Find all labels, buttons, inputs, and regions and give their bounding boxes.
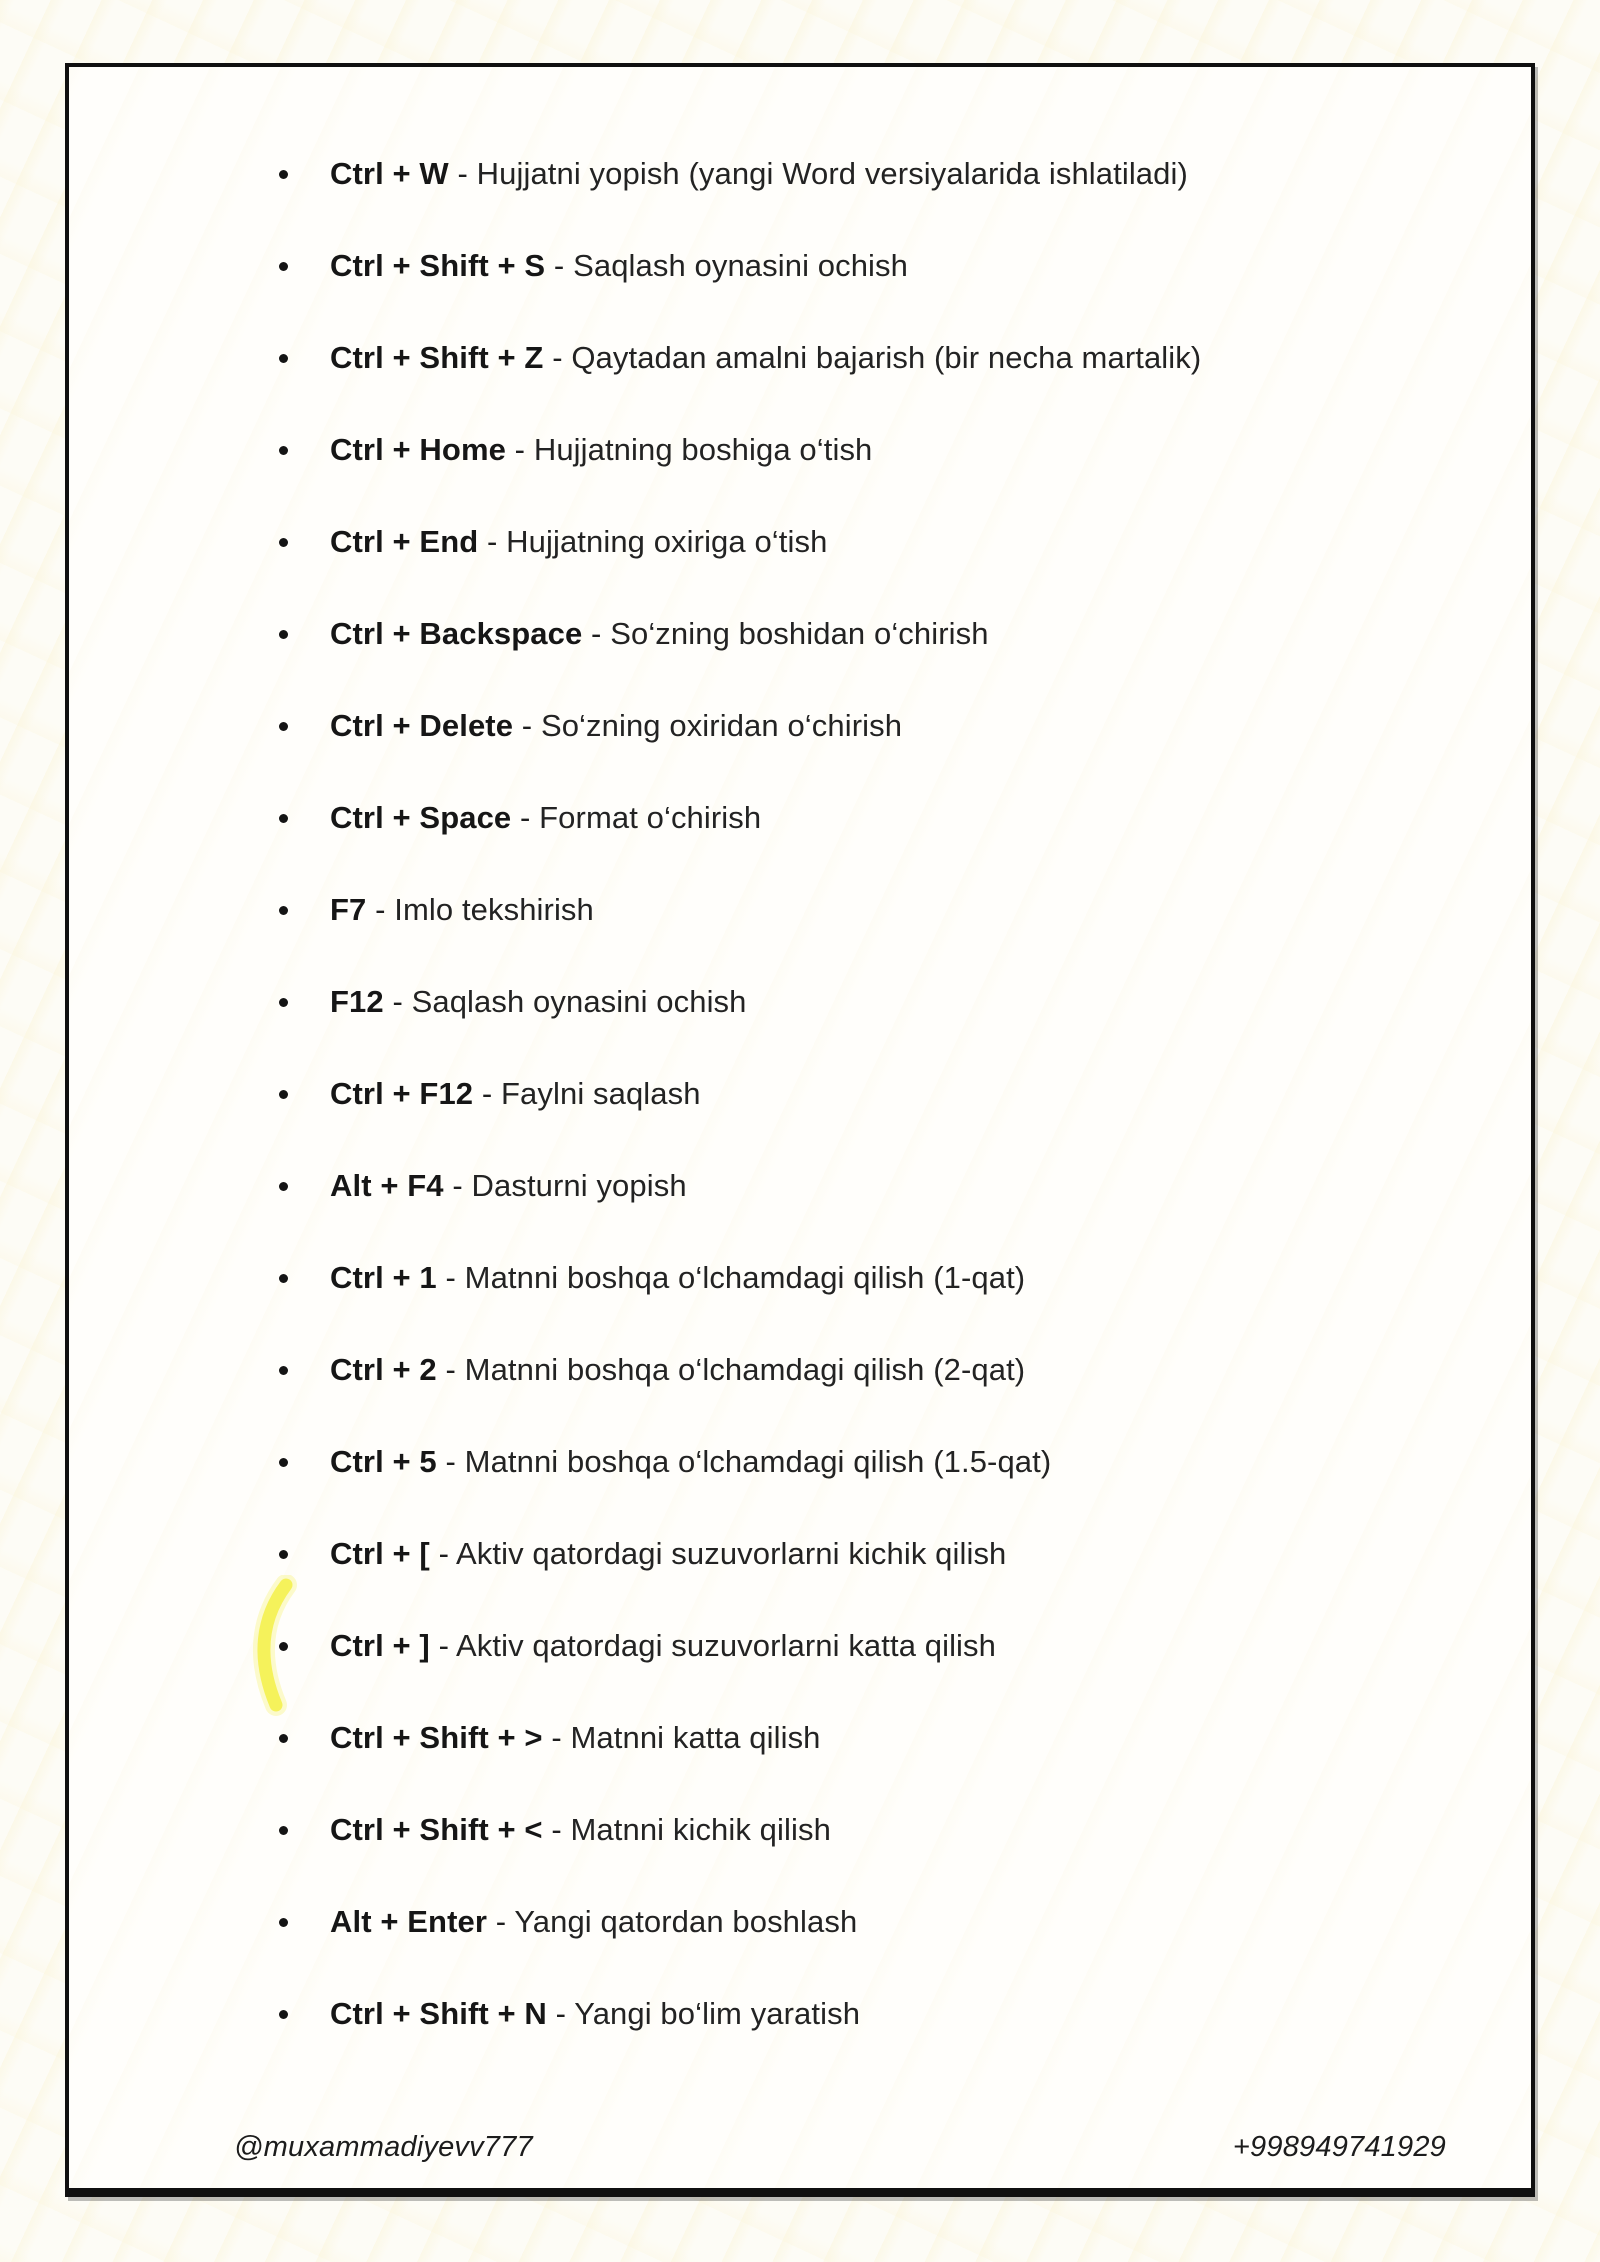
shortcut-description: So‘zning boshidan o‘chirish	[610, 616, 989, 651]
shortcut-text	[330, 616, 989, 651]
shortcut-keys: Ctrl + 2	[330, 1352, 437, 1387]
separator: -	[519, 800, 531, 835]
shortcut-description: Qaytadan amalni bajarish (bir necha martalik)	[571, 340, 1202, 375]
shortcut-keys: F7	[330, 892, 367, 927]
bullet-icon	[279, 1274, 288, 1283]
separator: -	[452, 1168, 463, 1203]
shortcut-text	[330, 1536, 1006, 1571]
separator: -	[591, 616, 602, 651]
separator: -	[445, 1260, 456, 1295]
shortcut-keys: Ctrl + ]	[330, 1628, 430, 1663]
shortcut-text	[330, 1628, 996, 1663]
shortcut-text	[330, 340, 1201, 375]
list-item	[278, 247, 1491, 285]
shortcut-text	[330, 1812, 831, 1847]
shortcut-text	[330, 1996, 860, 2031]
shortcut-description: Faylni saqlash	[501, 1076, 701, 1111]
list-item	[278, 1811, 1491, 1849]
list-item	[278, 891, 1491, 929]
shortcut-keys: Ctrl + 5	[330, 1444, 437, 1479]
shortcut-keys: Ctrl + F12	[330, 1076, 474, 1111]
shortcut-keys: Ctrl + Shift + >	[330, 1720, 543, 1755]
shortcut-keys: Ctrl + End	[330, 524, 479, 559]
shortcut-description: Saqlash oynasini ochish	[411, 984, 747, 1019]
shortcut-description: Aktiv qatordagi suzuvorlarni katta qilish	[456, 1628, 996, 1663]
separator: -	[438, 1628, 449, 1663]
shortcut-keys: Ctrl + W	[330, 156, 449, 191]
shortcut-text	[330, 1904, 857, 1939]
shortcut-text	[330, 1168, 687, 1203]
shortcut-description: Matnni boshqa o‘lchamdagi qilish (1.5-qat)	[464, 1444, 1052, 1479]
list-item	[278, 1167, 1491, 1205]
shortcut-text	[330, 524, 827, 559]
shortcut-keys: Ctrl + Delete	[330, 708, 514, 743]
shortcut-description: Dasturni yopish	[471, 1168, 687, 1203]
shortcut-text	[330, 432, 872, 467]
shortcut-description: Aktiv qatordagi suzuvorlarni kichik qilish	[456, 1536, 1007, 1571]
shortcut-text	[330, 156, 1188, 191]
list-item	[278, 1719, 1491, 1757]
list-item	[278, 523, 1491, 561]
separator: -	[438, 1536, 449, 1571]
shortcut-keys: Ctrl + Shift + <	[330, 1812, 543, 1847]
list-item	[278, 1443, 1491, 1481]
shortcut-description: Hujjatni yopish (yangi Word versiyalarida ishlatiladi)	[476, 156, 1188, 191]
list-item	[278, 1627, 1491, 1665]
bullet-icon	[279, 1918, 288, 1927]
shortcut-keys: Ctrl + Space	[330, 800, 512, 835]
shortcut-keys: Alt + Enter	[330, 1904, 487, 1939]
bullet-icon	[279, 538, 288, 547]
shortcut-description: Yangi qatordan boshlash	[514, 1904, 858, 1939]
bullet-icon	[279, 262, 288, 271]
shortcut-text	[330, 1444, 1051, 1479]
bullet-icon	[279, 446, 288, 455]
bullet-icon	[279, 1090, 288, 1099]
shortcut-description: Matnni kichik qilish	[570, 1812, 831, 1847]
bullet-icon	[279, 1826, 288, 1835]
bullet-icon	[279, 1366, 288, 1375]
shortcut-keys: Ctrl + Shift + Z	[330, 340, 544, 375]
bullet-icon	[279, 1182, 288, 1191]
shortcut-keys: F12	[330, 984, 384, 1019]
shortcut-keys: Ctrl + Shift + N	[330, 1996, 547, 2031]
list-item	[278, 1075, 1491, 1113]
list-item	[278, 155, 1491, 193]
shortcut-text	[330, 800, 761, 835]
separator: -	[555, 1996, 567, 2031]
bullet-icon	[279, 906, 288, 915]
separator: -	[521, 708, 533, 743]
shortcut-text	[330, 1720, 821, 1755]
shortcut-keys: Ctrl + Backspace	[330, 616, 583, 651]
shortcut-keys: Ctrl + [	[330, 1536, 430, 1571]
separator: -	[445, 1352, 456, 1387]
shortcut-list	[278, 155, 1491, 2087]
separator: -	[481, 1076, 493, 1111]
bullet-icon	[279, 354, 288, 363]
list-item	[278, 431, 1491, 469]
bullet-icon	[279, 1642, 288, 1651]
bullet-icon	[279, 630, 288, 639]
shortcut-description: Format o‘chirish	[539, 800, 762, 835]
shortcut-keys: Ctrl + 1	[330, 1260, 437, 1295]
shortcut-keys: Alt + F4	[330, 1168, 444, 1203]
list-item	[278, 1351, 1491, 1389]
list-item	[278, 1535, 1491, 1573]
list-item	[278, 1259, 1491, 1297]
list-item	[278, 339, 1491, 377]
bullet-icon	[279, 170, 288, 179]
list-item	[278, 799, 1491, 837]
bullet-icon	[279, 998, 288, 1007]
shortcut-description: Matnni katta qilish	[570, 1720, 821, 1755]
list-item	[278, 707, 1491, 745]
separator: -	[553, 248, 565, 283]
document-page	[65, 63, 1535, 2197]
shortcut-keys: Ctrl + Home	[330, 432, 506, 467]
separator: -	[495, 1904, 507, 1939]
footer-handle: @muxammadiyevv777	[234, 2131, 533, 2163]
separator: -	[445, 1444, 456, 1479]
separator: -	[514, 432, 526, 467]
shortcut-text	[330, 984, 747, 1019]
shortcut-description: Hujjatning oxiriga o‘tish	[506, 524, 828, 559]
shortcut-description: Hujjatning boshiga o‘tish	[533, 432, 873, 467]
separator: -	[552, 340, 563, 375]
separator: -	[551, 1720, 562, 1755]
shortcut-description: Imlo tekshirish	[394, 892, 594, 927]
bullet-icon	[279, 814, 288, 823]
bullet-icon	[279, 1550, 288, 1559]
separator: -	[457, 156, 468, 191]
bullet-icon	[279, 1734, 288, 1743]
list-item	[278, 983, 1491, 1021]
footer-phone: +998949741929	[1232, 2131, 1446, 2163]
bullet-icon	[279, 1458, 288, 1467]
separator: -	[375, 892, 386, 927]
shortcut-text	[330, 1352, 1025, 1387]
separator: -	[551, 1812, 562, 1847]
shortcut-description: Yangi bo‘lim yaratish	[574, 1996, 861, 2031]
shortcut-text	[330, 1076, 701, 1111]
shortcut-text	[330, 708, 902, 743]
list-item	[278, 1995, 1491, 2033]
separator: -	[486, 524, 498, 559]
bullet-icon	[279, 2010, 288, 2019]
bullet-icon	[279, 722, 288, 731]
shortcut-text	[330, 1260, 1025, 1295]
shortcut-description: Matnni boshqa o‘lchamdagi qilish (1-qat)	[464, 1260, 1026, 1295]
shortcut-text	[330, 248, 908, 283]
shortcut-keys: Ctrl + Shift + S	[330, 248, 546, 283]
list-item	[278, 1903, 1491, 1941]
separator: -	[392, 984, 403, 1019]
list-item	[278, 615, 1491, 653]
page-footer	[234, 2131, 1446, 2164]
shortcut-description: Matnni boshqa o‘lchamdagi qilish (2-qat)	[464, 1352, 1026, 1387]
shortcut-description: Saqlash oynasini ochish	[573, 248, 908, 283]
shortcut-description: So‘zning oxiridan o‘chirish	[540, 708, 903, 743]
shortcut-text	[330, 892, 594, 927]
